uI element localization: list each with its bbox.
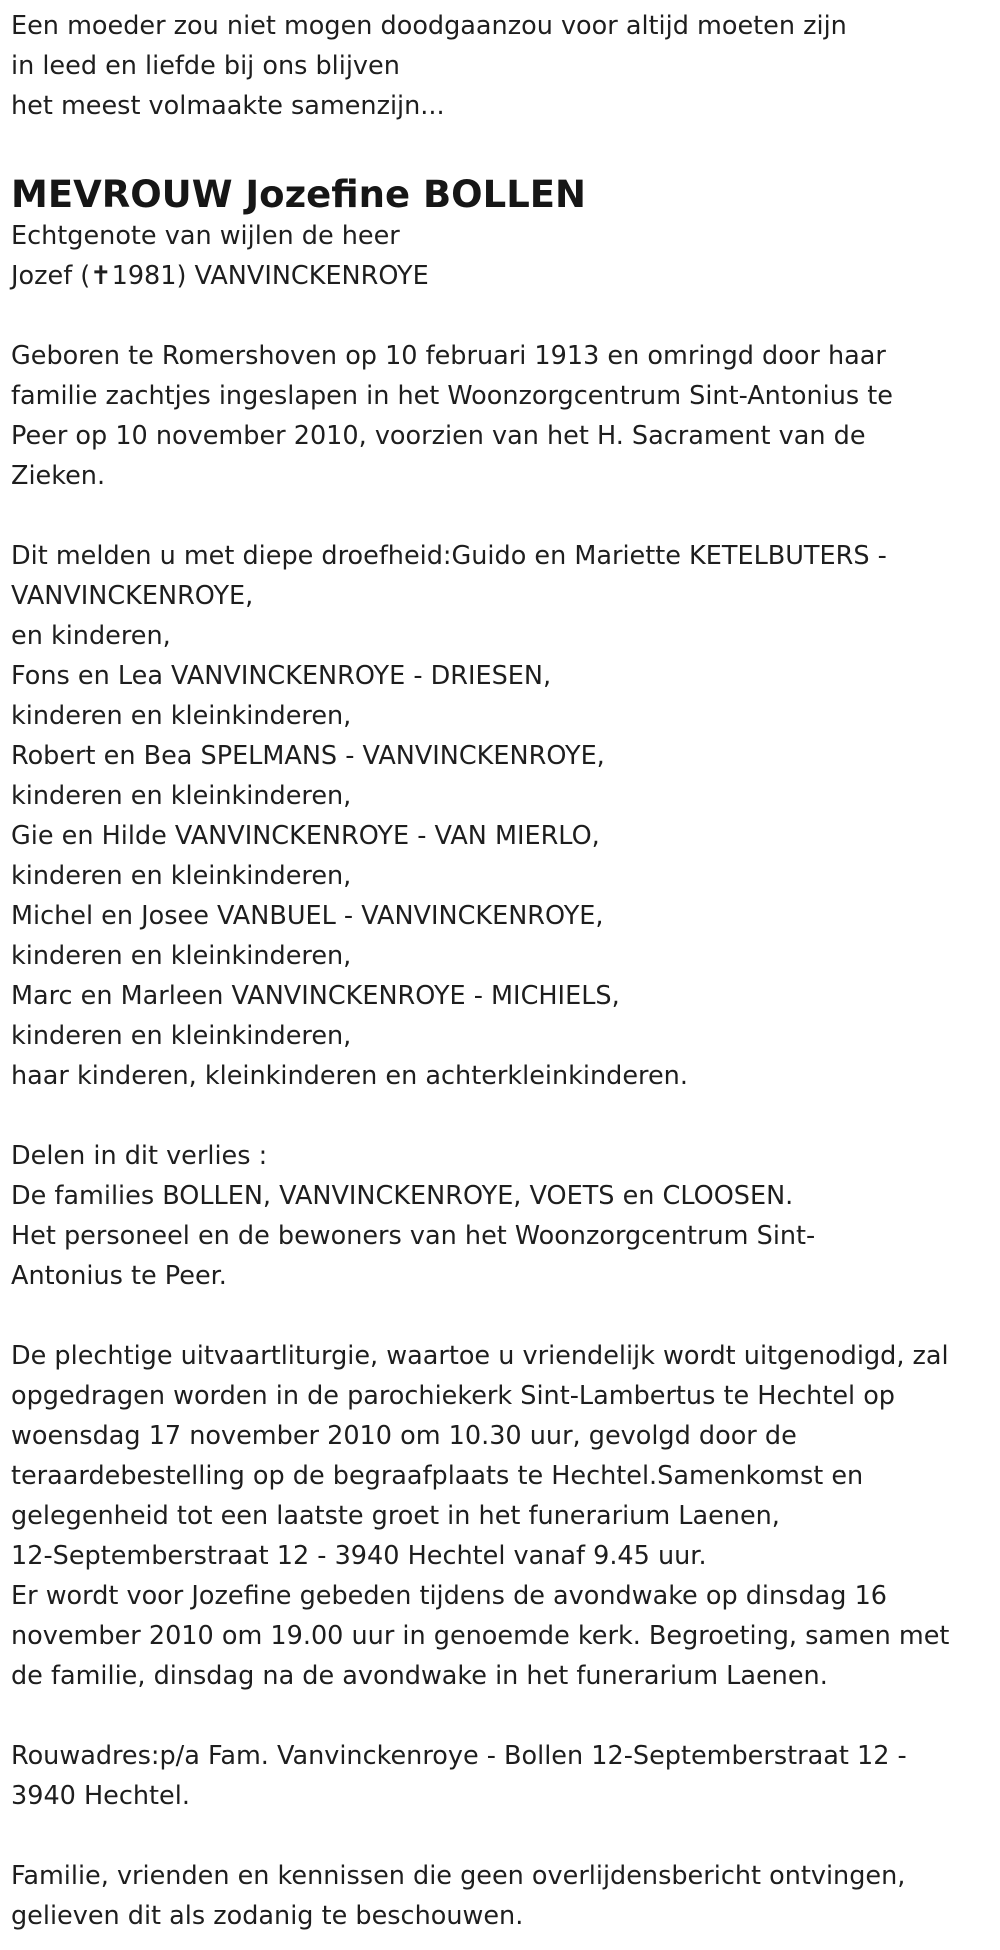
- closing-note: [11, 1856, 996, 1936]
- birth-line: Geboren te Romershoven op 10 februari 1913 en omringd door haar: [11, 341, 886, 371]
- family-line: Fons en Lea VANVINCKENROYE - DRIESEN,: [11, 661, 552, 691]
- birth-death-paragraph: [11, 336, 996, 496]
- family-line: kinderen en kleinkinderen,: [11, 861, 352, 891]
- announcement-family-list: [11, 536, 996, 1096]
- spacer: [11, 1096, 996, 1136]
- family-line: Dit melden u met diepe droefheid:Guido en Mariette KETELBUTERS -: [11, 541, 887, 571]
- sharing-line: Antonius te Peer.: [11, 1261, 227, 1291]
- intro-line: Een moeder zou niet mogen doodgaanzou voor altijd moeten zijn: [11, 11, 847, 41]
- closing-line: gelieven dit als zodanig te beschouwen.: [11, 1901, 524, 1931]
- funeral-line: woensdag 17 november 2010 om 10.30 uur, gevolgd door de: [11, 1421, 797, 1451]
- spacer: [11, 1696, 996, 1736]
- birth-line: familie zachtjes ingeslapen in het Woonzorgcentrum Sint-Antonius te: [11, 381, 893, 411]
- address-line: 3940 Hechtel.: [11, 1781, 190, 1811]
- funeral-line: 12-Septemberstraat 12 - 3940 Hechtel vanaf 9.45 uur.: [11, 1541, 707, 1571]
- funeral-line: opgedragen worden in de parochiekerk Sint-Lambertus te Hechtel op: [11, 1381, 895, 1411]
- closing-line: Familie, vrienden en kennissen die geen overlijdensbericht ontvingen,: [11, 1861, 906, 1891]
- spacer: [11, 496, 996, 536]
- funeral-line: gelegenheid tot een laatste groet in het funerarium Laenen,: [11, 1501, 780, 1531]
- funeral-paragraph: [11, 1336, 996, 1696]
- spacer: [11, 126, 996, 166]
- birth-line: Peer op 10 november 2010, voorzien van het H. Sacrament van de: [11, 421, 866, 451]
- funeral-line: Er wordt voor Jozefine gebeden tijdens de avondwake op dinsdag 16: [11, 1581, 888, 1611]
- family-line: kinderen en kleinkinderen,: [11, 781, 352, 811]
- funeral-line: de familie, dinsdag na de avondwake in het funerarium Laenen.: [11, 1661, 828, 1691]
- birth-line: Zieken.: [11, 461, 106, 491]
- intro-line: in leed en liefde bij ons blijven: [11, 51, 400, 81]
- family-line: en kinderen,: [11, 621, 171, 651]
- family-line: Michel en Josee VANBUEL - VANVINCKENROYE,: [11, 901, 604, 931]
- funeral-line: De plechtige uitvaartliturgie, waartoe u vriendelijk wordt uitgenodigd, zal: [11, 1341, 949, 1371]
- address-line: Rouwadres:p/a Fam. Vanvinckenroye - Bollen 12-Septemberstraat 12 -: [11, 1741, 907, 1771]
- spacer: [11, 1816, 996, 1856]
- family-line: haar kinderen, kleinkinderen en achterkleinkinderen.: [11, 1061, 688, 1091]
- sharing-paragraph: [11, 1136, 996, 1296]
- family-line: Marc en Marleen VANVINCKENROYE - MICHIELS,: [11, 981, 620, 1011]
- spouse-line: Jozef (✝1981) VANVINCKENROYE: [11, 261, 429, 291]
- sharing-line: Het personeel en de bewoners van het Woonzorgcentrum Sint-: [11, 1221, 816, 1251]
- spacer: [11, 1296, 996, 1336]
- spouse-line: Echtgenote van wijlen de heer: [11, 221, 400, 251]
- mourning-address: [11, 1736, 996, 1816]
- family-line: Robert en Bea SPELMANS - VANVINCKENROYE,: [11, 741, 605, 771]
- sharing-line: De families BOLLEN, VANVINCKENROYE, VOETS en CLOOSEN.: [11, 1181, 794, 1211]
- spacer: [11, 296, 996, 336]
- family-line: kinderen en kleinkinderen,: [11, 701, 352, 731]
- obituary-document: [11, 6, 996, 1936]
- family-line: VANVINCKENROYE,: [11, 581, 254, 611]
- spouse-info: [11, 216, 996, 296]
- funeral-line: november 2010 om 19.00 uur in genoemde kerk. Begroeting, samen met: [11, 1621, 950, 1651]
- funeral-line: teraardebestelling op de begraafplaats te Hechtel.Samenkomst en: [11, 1461, 864, 1491]
- family-line: kinderen en kleinkinderen,: [11, 1021, 352, 1051]
- intro-poem: [11, 6, 996, 126]
- deceased-name-title: MEVROUW Jozefine BOLLEN: [11, 173, 587, 216]
- sharing-line: Delen in dit verlies :: [11, 1141, 268, 1171]
- family-line: Gie en Hilde VANVINCKENROYE - VAN MIERLO,: [11, 821, 600, 851]
- intro-line: het meest volmaakte samenzijn...: [11, 91, 445, 121]
- family-line: kinderen en kleinkinderen,: [11, 941, 352, 971]
